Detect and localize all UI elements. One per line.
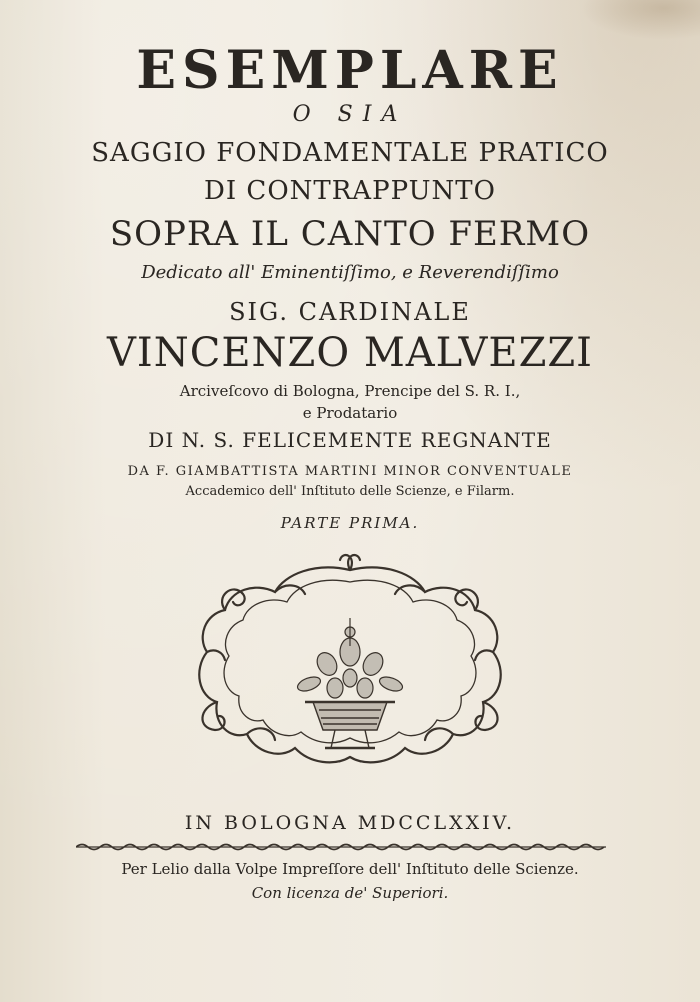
subtitle-line-1: SAGGIO FONDAMENTALE PRATICO bbox=[91, 138, 609, 168]
cardinal-role-1: Arciveſcovo di Bologna, Prencipe del S. R. I., bbox=[179, 382, 521, 400]
pope-line: DI N. S. FELICEMENTE REGNANTE bbox=[148, 428, 552, 452]
author-affiliation: Accademico dell' Inſtituto delle Scienze, e Filarm. bbox=[185, 484, 515, 499]
floral-cartouche-icon bbox=[185, 552, 515, 792]
printer-line: Per Lelio dalla Volpe Impreſſore dell' Inſtituto delle Scienze. bbox=[121, 860, 579, 878]
ornamental-rule bbox=[76, 842, 606, 852]
o-sia-line: O SIA bbox=[292, 102, 408, 127]
cardinal-name: VINCENZO MALVEZZI bbox=[107, 330, 593, 376]
license-line: Con licenza de' Superiori. bbox=[251, 884, 449, 902]
book-title: ESEMPLARE bbox=[136, 40, 564, 101]
dedication-line: Dedicato all' Eminentiſſimo, e Reverendiſſimo bbox=[141, 262, 559, 283]
cardinal-role-2: e Prodatario bbox=[302, 404, 398, 422]
part-label: PARTE PRIMA. bbox=[280, 514, 420, 532]
cardinal-title: SIG. CARDINALE bbox=[229, 298, 471, 326]
author-line: DA F. GIAMBATTISTA MARTINI MINOR CONVENTUALE bbox=[127, 464, 573, 479]
subtitle-line-2: DI CONTRAPPUNTO bbox=[204, 176, 496, 206]
paper-stain bbox=[580, 0, 700, 40]
imprint-place-date: IN BOLOGNA MDCCLXXIV. bbox=[184, 812, 516, 834]
subtitle-line-3: SOPRA IL CANTO FERMO bbox=[109, 214, 591, 254]
